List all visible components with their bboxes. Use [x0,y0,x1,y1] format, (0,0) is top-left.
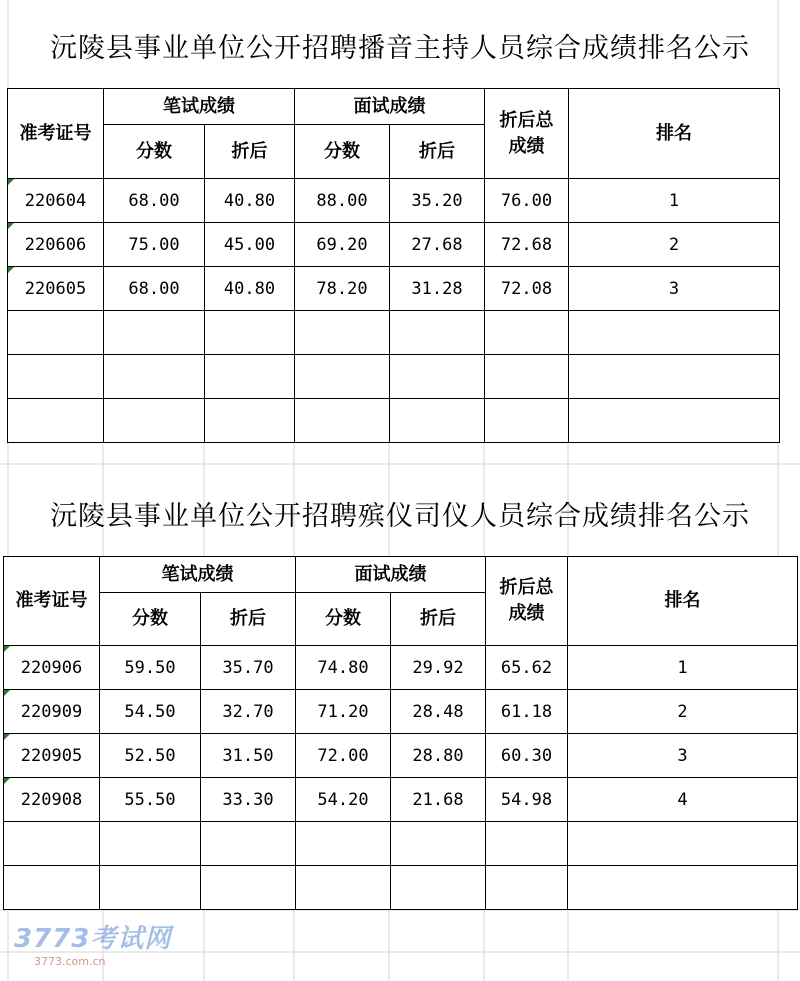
interview-converted-cell: 28.80 [391,734,486,778]
table1-title: 沅陵县事业单位公开招聘播音主持人员综合成绩排名公示 [50,33,750,64]
interview-score-cell: 74.80 [296,646,391,690]
interview-score-cell: 71.20 [296,690,391,734]
written-converted-cell: 32.70 [201,690,296,734]
exam-id-cell: 220908 [4,778,100,822]
header-interview-score: 面试成绩 [296,557,486,593]
empty-row [4,822,798,866]
rank-cell: 3 [569,267,780,311]
total-score-cell: 61.18 [486,690,568,734]
exam-id-cell: 220606 [8,223,104,267]
table-row [8,267,780,311]
table-row [4,646,798,690]
header-written-score: 笔试成绩 [100,557,296,593]
header-interview-converted: 折后 [391,593,486,646]
interview-score-cell: 69.20 [295,223,390,267]
written-score-cell: 75.00 [104,223,205,267]
total-score-cell: 72.08 [485,267,569,311]
header-total-score: 折后总成绩 [485,89,569,179]
written-score-cell: 59.50 [100,646,201,690]
written-score-cell: 52.50 [100,734,201,778]
rank-cell: 2 [569,223,780,267]
exam-id-cell: 220909 [4,690,100,734]
watermark-url: 3773.com.cn [34,955,106,968]
header-interview-score: 面试成绩 [295,89,485,125]
table2-title: 沅陵县事业单位公开招聘殡仪司仪人员综合成绩排名公示 [50,501,750,532]
exam-id-cell: 220905 [4,734,100,778]
empty-row [8,355,780,399]
interview-converted-cell: 31.28 [390,267,485,311]
rank-cell: 4 [568,778,798,822]
written-converted-cell: 31.50 [201,734,296,778]
interview-score-cell: 88.00 [295,179,390,223]
interview-converted-cell: 28.48 [391,690,486,734]
rank-cell: 2 [568,690,798,734]
interview-score-cell: 72.00 [296,734,391,778]
header-written-score: 笔试成绩 [104,89,295,125]
written-score-cell: 68.00 [104,179,205,223]
interview-converted-cell: 27.68 [390,223,485,267]
header-written-converted: 折后 [201,593,296,646]
header-written-raw: 分数 [100,593,201,646]
exam-id-cell: 220604 [8,179,104,223]
header-exam-id: 准考证号 [8,89,104,179]
written-converted-cell: 40.80 [205,267,295,311]
written-converted-cell: 45.00 [205,223,295,267]
total-score-cell: 65.62 [486,646,568,690]
header-rank: 排名 [568,557,798,646]
exam-id-cell: 220906 [4,646,100,690]
interview-score-cell: 78.20 [295,267,390,311]
total-score-cell: 76.00 [485,179,569,223]
table-row [4,778,798,822]
written-score-cell: 55.50 [100,778,201,822]
interview-converted-cell: 35.20 [390,179,485,223]
exam-id-cell: 220605 [8,267,104,311]
watermark-brand: 3773考试网 [14,924,172,954]
empty-row [8,311,780,355]
table-row [8,179,780,223]
rank-cell: 1 [569,179,780,223]
table-row [4,690,798,734]
header-total-score: 折后总成绩 [486,557,568,646]
written-converted-cell: 33.30 [201,778,296,822]
interview-converted-cell: 21.68 [391,778,486,822]
written-converted-cell: 40.80 [205,179,295,223]
empty-row [8,399,780,443]
header-interview-converted: 折后 [390,125,485,179]
table-row [8,223,780,267]
interview-converted-cell: 29.92 [391,646,486,690]
header-interview-raw: 分数 [295,125,390,179]
total-score-cell: 54.98 [486,778,568,822]
total-score-cell: 60.30 [486,734,568,778]
empty-row [4,866,798,910]
written-converted-cell: 35.70 [201,646,296,690]
header-interview-raw: 分数 [296,593,391,646]
score-table-2 [3,556,798,910]
header-written-converted: 折后 [205,125,295,179]
watermark-logo [14,918,174,968]
table-row [4,734,798,778]
rank-cell: 1 [568,646,798,690]
header-rank: 排名 [569,89,780,179]
score-table-1 [7,88,780,443]
total-score-cell: 72.68 [485,223,569,267]
written-score-cell: 54.50 [100,690,201,734]
rank-cell: 3 [568,734,798,778]
header-exam-id: 准考证号 [4,557,100,646]
written-score-cell: 68.00 [104,267,205,311]
interview-score-cell: 54.20 [296,778,391,822]
header-written-raw: 分数 [104,125,205,179]
